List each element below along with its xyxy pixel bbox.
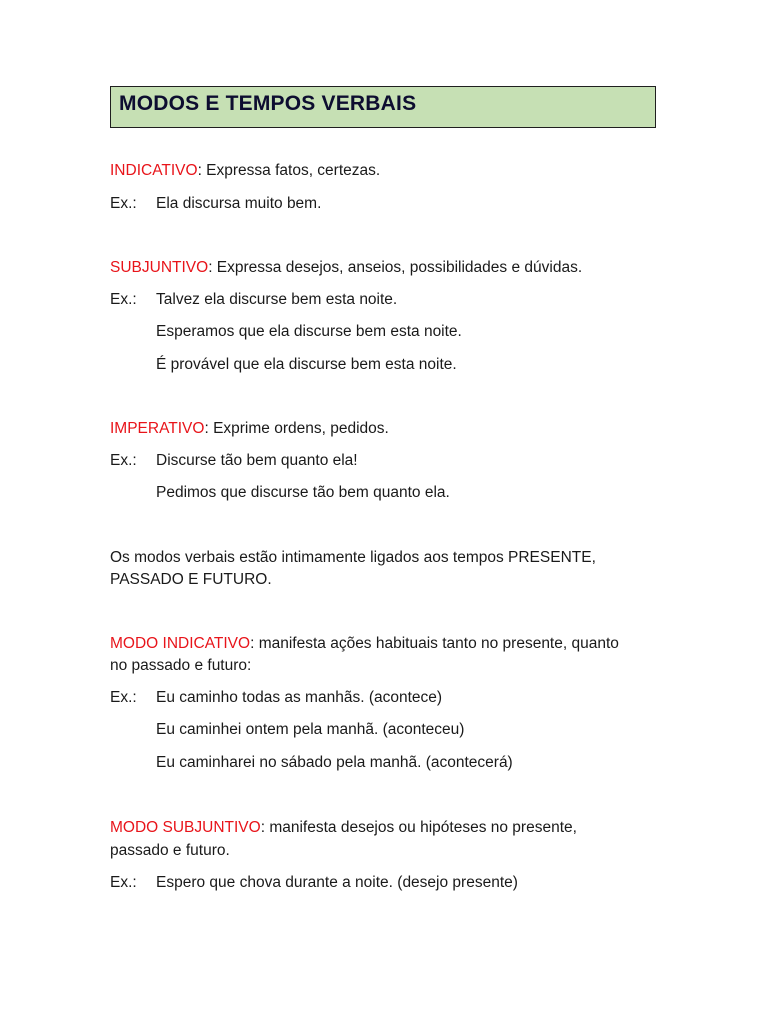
subjuntivo-definition [110,257,582,279]
modo-subjuntivo-definition [110,817,577,839]
example-label: Ex.: [110,195,137,212]
modo-subjuntivo-term: MODO SUBJUNTIVO [110,819,261,836]
example-label: Ex.: [110,291,137,308]
subjuntivo-definition-text: : Expressa desejos, anseios, possibilidades e dúvidas. [208,259,583,276]
modo-indicativo-definition-text: : manifesta ações habituais tanto no presente, quanto [250,635,619,652]
subjuntivo-example-3: É provável que ela discurse bem esta noite. [156,356,457,373]
subjuntivo-example-1: Talvez ela discurse bem esta noite. [156,291,398,308]
imperativo-example-2: Pedimos que discurse tão bem quanto ela. [156,484,450,501]
paragraph-line-1: Os modos verbais estão intimamente ligados aos tempos PRESENTE, [110,549,596,566]
imperativo-example-1: Discurse tão bem quanto ela! [156,452,358,469]
example-label: Ex.: [110,874,137,891]
title-box [110,86,656,128]
modo-indicativo-example-3: Eu caminharei no sábado pela manhã. (acontecerá) [156,754,513,771]
modo-subjuntivo-definition-line-2: passado e futuro. [110,842,230,859]
modo-indicativo-definition-line-2: no passado e futuro: [110,657,252,674]
paragraph-line-2: PASSADO E FUTURO. [110,571,272,588]
modo-subjuntivo-example-1: Espero que chova durante a noite. (desejo presente) [156,874,518,891]
modo-indicativo-term: MODO INDICATIVO [110,635,251,652]
modo-indicativo-definition [110,633,619,655]
indicativo-term: INDICATIVO [110,162,198,179]
imperativo-definition-text: : Exprime ordens, pedidos. [204,420,389,437]
imperativo-term: IMPERATIVO [110,420,205,437]
imperativo-definition [110,418,389,440]
subjuntivo-example-2: Esperamos que ela discurse bem esta noite. [156,323,462,340]
indicativo-definition-text: : Expressa fatos, certezas. [197,162,381,179]
modo-indicativo-example-1: Eu caminho todas as manhãs. (acontece) [156,689,443,706]
subjuntivo-term: SUBJUNTIVO [110,259,209,276]
modo-indicativo-example-2: Eu caminhei ontem pela manhã. (aconteceu) [156,721,465,738]
modo-subjuntivo-definition-text: : manifesta desejos ou hipóteses no presente, [260,819,577,836]
example-label: Ex.: [110,689,137,706]
example-label: Ex.: [110,452,137,469]
indicativo-definition [110,160,380,182]
indicativo-example-1: Ela discursa muito bem. [156,195,322,212]
page-title: MODOS E TEMPOS VERBAIS [119,92,417,115]
